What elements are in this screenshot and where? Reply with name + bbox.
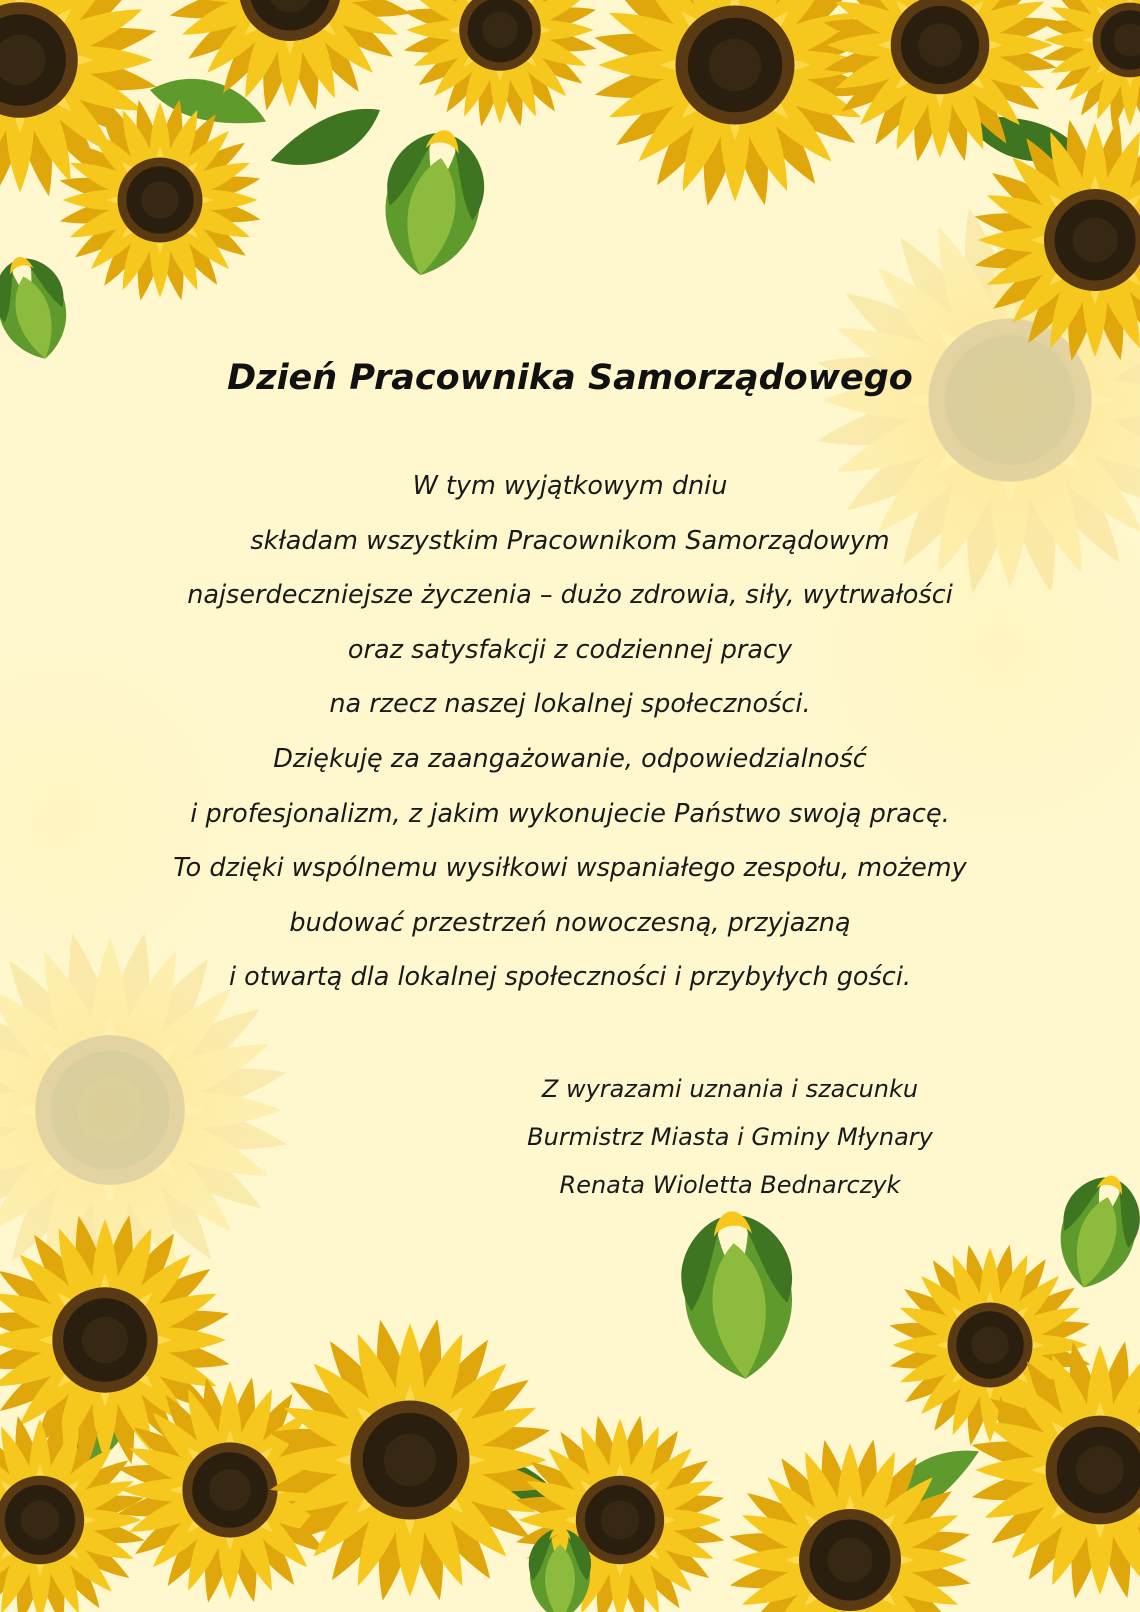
greeting-body xyxy=(130,459,1010,1005)
greeting-line: na rzecz naszej lokalnej społeczności. xyxy=(329,689,811,720)
signature-closing: Z wyrazami uznania i szacunku xyxy=(541,1075,919,1103)
greeting-line: i otwartą dla lokalnej społeczności i przybyłych gości. xyxy=(228,962,912,993)
greeting-line: budować przestrzeń nowoczesną, przyjazną xyxy=(289,907,851,938)
bottom-sunflower-cluster xyxy=(0,1166,1140,1612)
greeting-line: najserdeczniejsze życzenia – dużo zdrowia, siły, wytrwałości xyxy=(187,580,953,611)
greeting-line: oraz satysfakcji z codziennej pracy xyxy=(347,634,793,665)
greeting-line: składam wszystkim Pracownikom Samorządowym xyxy=(250,525,890,556)
greeting-line: W tym wyjątkowym dniu xyxy=(412,471,728,501)
signature-position: Burmistrz Miasta i Gminy Młynary xyxy=(527,1123,933,1151)
greeting-line: i profesjonalizm, z jakim wykonujecie Państwo swoją pracę. xyxy=(190,798,950,829)
signature-block xyxy=(470,1065,990,1209)
top-sunflower-cluster xyxy=(0,0,1140,368)
greeting-line: Dziękuję za zaangażowanie, odpowiedzialność xyxy=(273,743,867,774)
signature-name: Renata Wioletta Bednarczyk xyxy=(559,1171,901,1199)
greeting-line: To dzięki wspólnemu wysiłkowi wspaniałego zespołu, możemy xyxy=(173,853,967,884)
document-title: Dzień Pracownika Samorządowego xyxy=(227,358,913,398)
